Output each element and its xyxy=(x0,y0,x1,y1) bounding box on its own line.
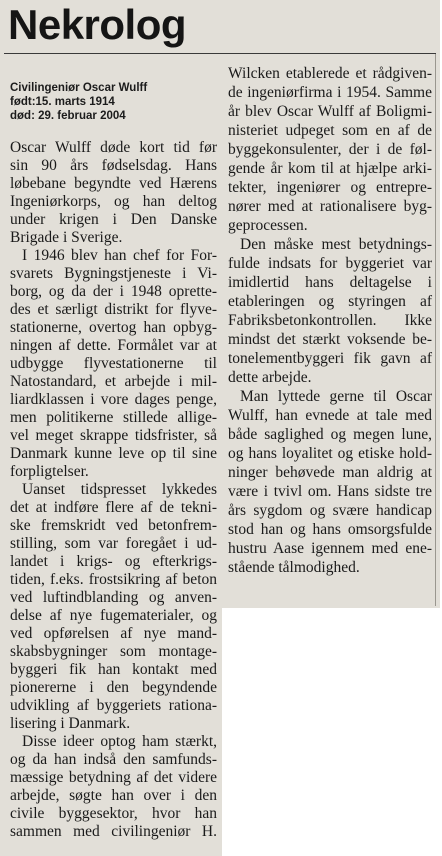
text-line: være i tvivl om. Hans sidste tre xyxy=(228,483,432,500)
text-line: og da han indså den samfunds- xyxy=(10,751,217,768)
text-line: mindst det stærkt voksende be- xyxy=(228,331,432,348)
text-line: hustru Aase igennem med ene- xyxy=(228,540,432,557)
text-line: liardklassen i vore dages penge, xyxy=(10,391,217,408)
text-line: svarets Bygningstjeneste i Vi- xyxy=(10,265,217,282)
text-line: des et særligt distrikt for flyve- xyxy=(10,301,217,318)
text-line: arbejde, søgte han over i den xyxy=(10,787,217,804)
text-line: nører med at rationalisere byg- xyxy=(228,198,432,215)
text-line: sammen med civilingeniør H. xyxy=(10,823,217,840)
text-line: tonelementbyggeri fik gavn af xyxy=(228,350,432,367)
text-line: byggeri fik han kontakt med xyxy=(10,661,217,678)
paragraph-right-3 xyxy=(228,387,432,577)
text-line: Natostandard, et arbejde i mil- xyxy=(10,373,217,390)
paragraph-right-2 xyxy=(228,235,432,387)
text-line: ningen af dette. Formålet var at xyxy=(10,337,217,354)
text-line: lisering i Danmark. xyxy=(10,715,131,732)
text-line: nisteriet udpeget som en af de xyxy=(228,122,432,139)
text-line: geprocessen. xyxy=(228,217,308,234)
text-line: de ingeniørfirma i 1954. Samme xyxy=(228,84,432,101)
text-line: imidlertid hans deltagelse i xyxy=(228,274,432,291)
text-line: stående tålmodighed. xyxy=(228,559,360,576)
text-line: byggekonsulenter, der i de føl- xyxy=(228,141,432,158)
text-line: vel meget skrappe tidsfrister, så xyxy=(10,427,217,444)
text-line: og hans loyalitet og etiske hold- xyxy=(228,445,432,462)
page-title: Nekrolog xyxy=(8,1,187,48)
text-line: ninger behøvede man aldrig at xyxy=(228,464,432,481)
text-line: forpligtelser. xyxy=(10,463,89,480)
text-line: stod han og hans omsorgsfulde xyxy=(228,521,432,538)
text-line: borg, og da der i 1948 oprette- xyxy=(10,283,217,300)
text-line: stilling, som var foregået i ud- xyxy=(10,535,217,552)
text-line: Oscar Wulff døde kort tid før xyxy=(10,139,217,156)
text-line: både saglighed og megen lune, xyxy=(228,426,432,443)
title-rule xyxy=(4,53,436,54)
text-line: år blev Oscar Wulff af Boligmi- xyxy=(228,103,432,120)
header-name-line: Civilingeniør Oscar Wulff xyxy=(10,82,148,94)
text-line: gende år kom til at hjælpe arki- xyxy=(228,160,432,177)
text-line: Den måske mest betydnings- xyxy=(240,236,432,253)
header-died-line: død: 29. februar 2004 xyxy=(10,110,126,122)
text-line: etableringen og styringen af xyxy=(228,293,432,310)
text-line: ske fremskridt ved betonfrem- xyxy=(10,517,217,534)
text-line: Brigade i Sverige. xyxy=(10,229,123,246)
text-line: ved luftindblanding og anven- xyxy=(10,589,217,606)
text-line: landet i krigs- og efterkrigs- xyxy=(10,553,217,570)
text-line: mæssige betydning af det videre xyxy=(10,769,217,786)
text-line: sin 90 års fødselsdag. Hans xyxy=(10,157,217,174)
text-line: løbebane begyndte ved Hærens xyxy=(10,175,217,192)
text-line: det at indføre flere af de tekni- xyxy=(10,499,217,516)
text-line: tekter, ingeniører og entrepre- xyxy=(228,179,432,196)
paragraph-right-1 xyxy=(228,64,432,235)
text-line: udbygge flyvestationerne til xyxy=(10,355,217,372)
right-column xyxy=(228,64,432,577)
text-line: Uanset tidspresset lykkedes xyxy=(22,481,217,498)
obituary-header xyxy=(10,81,217,123)
text-line: udvikling af byggeriets rationa- xyxy=(10,697,217,714)
text-line: Disse ideer optog ham stærkt, xyxy=(22,733,217,750)
header-born-line: født:15. marts 1914 xyxy=(10,96,115,108)
paragraph-left-1 xyxy=(10,139,217,247)
paragraph-left-2 xyxy=(10,247,217,481)
text-line: Wulff, han evnede at tale med xyxy=(228,407,432,424)
text-line: fulde indsats for byggeriet var xyxy=(228,255,432,272)
text-line: tiden, f.eks. frostsikring af beton xyxy=(10,571,217,588)
left-column xyxy=(10,139,217,841)
text-line: dette arbejde. xyxy=(228,369,312,386)
text-line: I 1946 blev han chef for For- xyxy=(22,247,217,264)
text-line: Man lyttede gerne til Oscar xyxy=(240,388,432,405)
text-line: delse af nye fugematerialer, og xyxy=(10,607,217,624)
text-line: men politikerne stillede allige- xyxy=(10,409,217,426)
clipping-edge xyxy=(435,53,436,606)
text-line: Danmark kunne leve op til sine xyxy=(10,445,217,462)
paragraph-left-4 xyxy=(10,733,217,841)
text-line: Wilcken etablerede et rådgiven- xyxy=(228,65,432,82)
text-line: Ingeniørkorps, og han deltog xyxy=(10,193,217,210)
text-line: ved opførelsen af nye mand- xyxy=(10,625,217,642)
paragraph-left-3 xyxy=(10,481,217,733)
text-line: skabsbygninger som montage- xyxy=(10,643,217,660)
text-line: års sygdom og svære handicap xyxy=(228,502,432,519)
text-line: under krigen i Den Danske xyxy=(10,211,217,228)
text-line: Fabriksbetonkontrollen. Ikke xyxy=(228,312,432,329)
text-line: civile byggesektor, hvor han xyxy=(10,805,217,822)
text-line: stationerne, overtog han opbyg- xyxy=(10,319,217,336)
text-line: pionererne i den begyndende xyxy=(10,679,217,696)
